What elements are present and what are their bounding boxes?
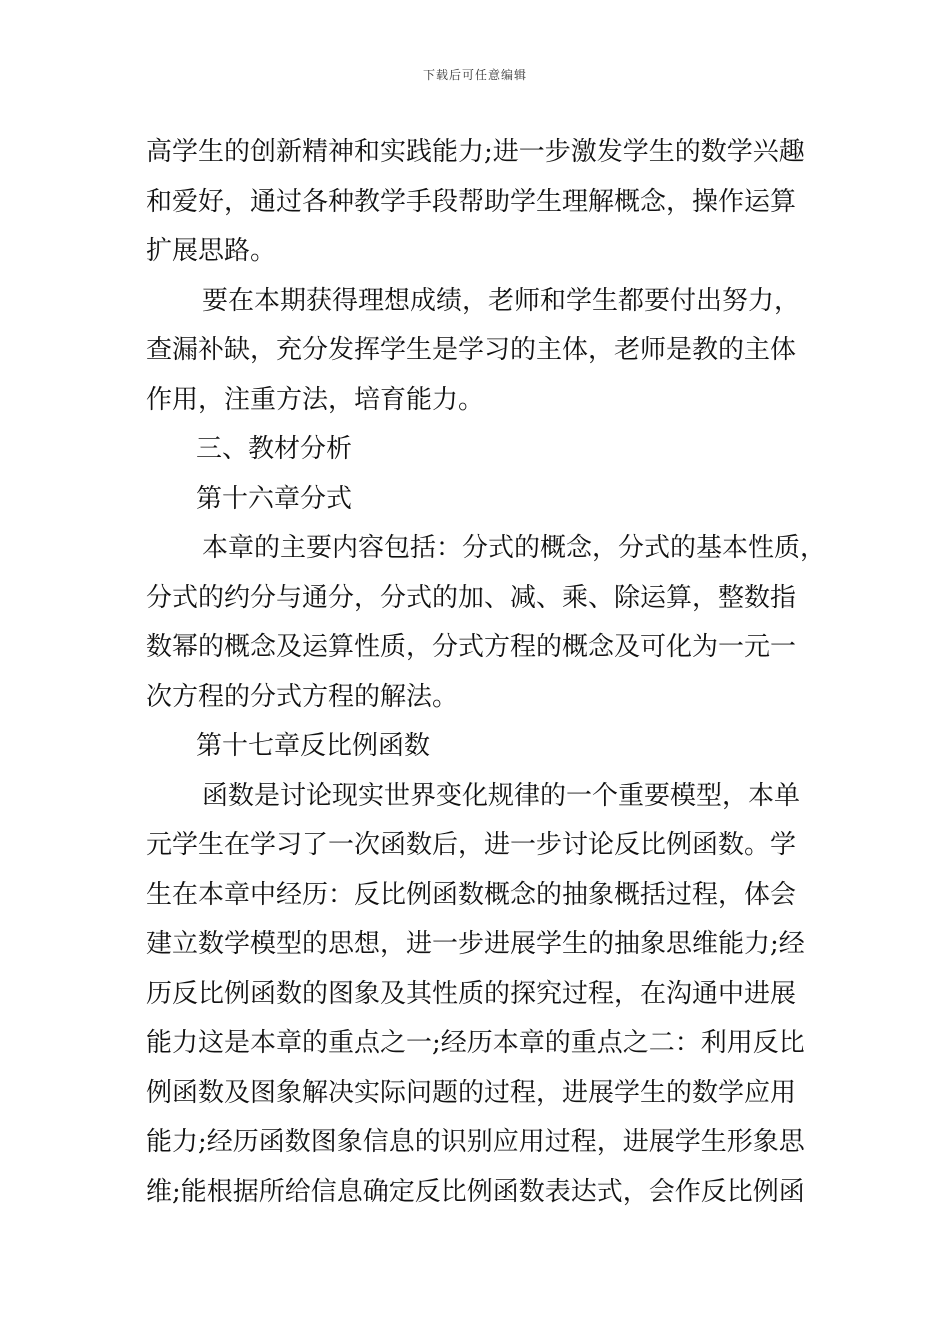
text-line: 函数是讨论现实世界变化规律的一个重要模型，本单	[202, 780, 801, 811]
text-line: 维;能根据所给信息确定反比例函数表达式，会作反比例函	[146, 1176, 805, 1207]
document-body	[146, 128, 827, 1217]
text-line: 作用，注重方法，培育能力。	[146, 384, 485, 415]
text-line: 能力;经历函数图象信息的识别应用过程，进展学生形象思	[146, 1127, 805, 1157]
text-line: 和爱好，通过各种教学手段帮助学生理解概念，操作运算	[146, 186, 797, 217]
text-line: 建立数学模型的思想，进一步进展学生的抽象思维能力;经	[146, 929, 805, 959]
text-line: 要在本期获得理想成绩，老师和学生都要付出努力，	[202, 285, 801, 316]
text-line: 生在本章中经历：反比例函数概念的抽象概括过程，体会	[146, 879, 797, 910]
text-line: 元学生在学习了一次函数后，进一步讨论反比例函数。学	[146, 830, 797, 860]
chapter-heading: 第十七章反比例函数	[196, 731, 431, 761]
header-note: 下载后可任意编辑	[422, 68, 527, 82]
text-line: 高学生的创新精神和实践能力;进一步激发学生的数学兴趣	[146, 137, 805, 167]
text-line: 本章的主要内容包括：分式的概念，分式的基本性质，	[202, 533, 827, 563]
text-line: 能力这是本章的重点之一;经历本章的重点之二：利用反比	[146, 1028, 805, 1058]
text-line: 次方程的分式方程的解法。	[146, 681, 459, 712]
text-line: 扩展思路。	[146, 236, 277, 266]
text-line: 历反比例函数的图象及其性质的探究过程，在沟通中进展	[146, 978, 797, 1009]
section-heading: 三、教材分析	[196, 434, 353, 464]
text-line: 分式的约分与通分，分式的加、减、乘、除运算，整数指	[146, 582, 797, 613]
text-line: 例函数及图象解决实际问题的过程，进展学生的数学应用	[146, 1077, 797, 1108]
chapter-heading: 第十六章分式	[196, 483, 353, 514]
text-line: 数幂的概念及运算性质，分式方程的概念及可化为一元一	[146, 632, 797, 662]
text-line: 查漏补缺，充分发挥学生是学习的主体，老师是教的主体	[146, 335, 797, 365]
